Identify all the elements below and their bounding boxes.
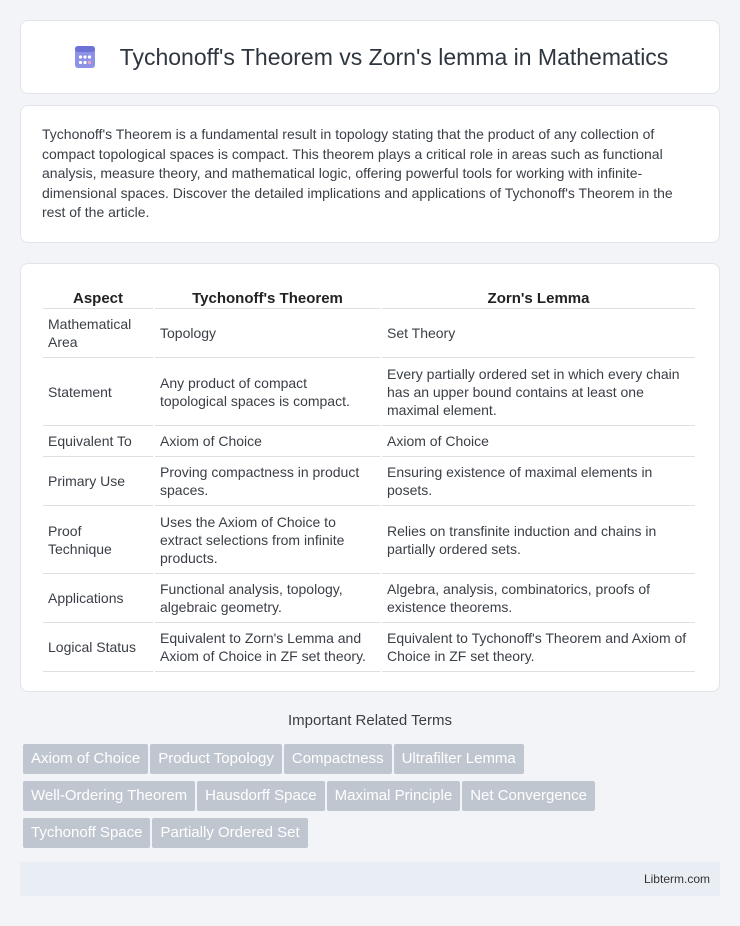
table-row: [43, 358, 695, 426]
table-cell: Axiom of Choice: [155, 426, 380, 457]
intro-card: [20, 105, 720, 243]
table-cell: Every partially ordered set in which every chain has an upper bound contains at least one maximal element.: [382, 358, 695, 426]
comparison-card: [20, 263, 720, 692]
table-cell: Proving compactness in product spaces.: [155, 457, 380, 506]
term-tag[interactable]: Partially Ordered Set: [152, 818, 307, 848]
intro-text: Tychonoff's Theorem is a fundamental result in topology stating that the product of any collection of compact topological spaces is compact. This theorem plays a critical role in areas such as functional analysis, measure theory, and mathematical logic, offering powerful tools for working with infinite-dimensional spaces. Discover the detailed implications and applications of Tychonoff's Theorem in the rest of the article.: [42, 126, 673, 220]
table-cell: Axiom of Choice: [382, 426, 695, 457]
table-header-row: [43, 282, 695, 309]
column-header-tychonoff: Tychonoff's Theorem: [155, 282, 380, 309]
table-cell: Algebra, analysis, combinatorics, proofs of existence theorems.: [382, 574, 695, 623]
table-cell: Applications: [43, 574, 153, 623]
term-tag[interactable]: Axiom of Choice: [23, 744, 148, 774]
table-cell: Logical Status: [43, 623, 153, 672]
table-row: [43, 506, 695, 574]
table-row: [43, 426, 695, 457]
term-tag[interactable]: Net Convergence: [462, 781, 595, 811]
table-cell: Uses the Axiom of Choice to extract selections from infinite products.: [155, 506, 380, 574]
column-header-zorn: Zorn's Lemma: [382, 282, 695, 309]
footer-site-link[interactable]: Libterm.com: [643, 872, 710, 886]
table-cell: Equivalent To: [43, 426, 153, 457]
table-cell: Any product of compact topological spaces is compact.: [155, 358, 380, 426]
table-cell: Equivalent to Tychonoff's Theorem and Axiom of Choice in ZF set theory.: [382, 623, 695, 672]
footer: [20, 862, 720, 896]
comparison-table: [41, 282, 697, 672]
column-header-aspect: Aspect: [43, 282, 153, 309]
table-row: [43, 574, 695, 623]
term-tag[interactable]: Ultrafilter Lemma: [394, 744, 524, 774]
table-cell: Mathematical Area: [43, 309, 153, 358]
term-tag[interactable]: Hausdorff Space: [197, 781, 324, 811]
related-terms-list: [23, 744, 723, 855]
table-row: [43, 457, 695, 506]
table-cell: Functional analysis, topology, algebraic geometry.: [155, 574, 380, 623]
table-cell: Set Theory: [382, 309, 695, 358]
table-cell: Ensuring existence of maximal elements in posets.: [382, 457, 695, 506]
page-title: Tychonoff's Theorem vs Zorn's lemma in Mathematics: [119, 43, 669, 70]
table-cell: Primary Use: [43, 457, 153, 506]
term-tag[interactable]: Tychonoff Space: [23, 818, 150, 848]
header-card: [20, 20, 720, 94]
table-cell: Statement: [43, 358, 153, 426]
table-cell: Relies on transfinite induction and chains in partially ordered sets.: [382, 506, 695, 574]
term-tag[interactable]: Maximal Principle: [327, 781, 461, 811]
term-tag[interactable]: Product Topology: [150, 744, 282, 774]
calculator-icon: [72, 44, 98, 70]
table-cell: Proof Technique: [43, 506, 153, 574]
term-tag[interactable]: Compactness: [284, 744, 392, 774]
table-cell: Equivalent to Zorn's Lemma and Axiom of Choice in ZF set theory.: [155, 623, 380, 672]
table-cell: Topology: [155, 309, 380, 358]
table-row: [43, 623, 695, 672]
related-terms-title: Important Related Terms: [288, 712, 452, 729]
table-row: [43, 309, 695, 358]
term-tag[interactable]: Well-Ordering Theorem: [23, 781, 195, 811]
